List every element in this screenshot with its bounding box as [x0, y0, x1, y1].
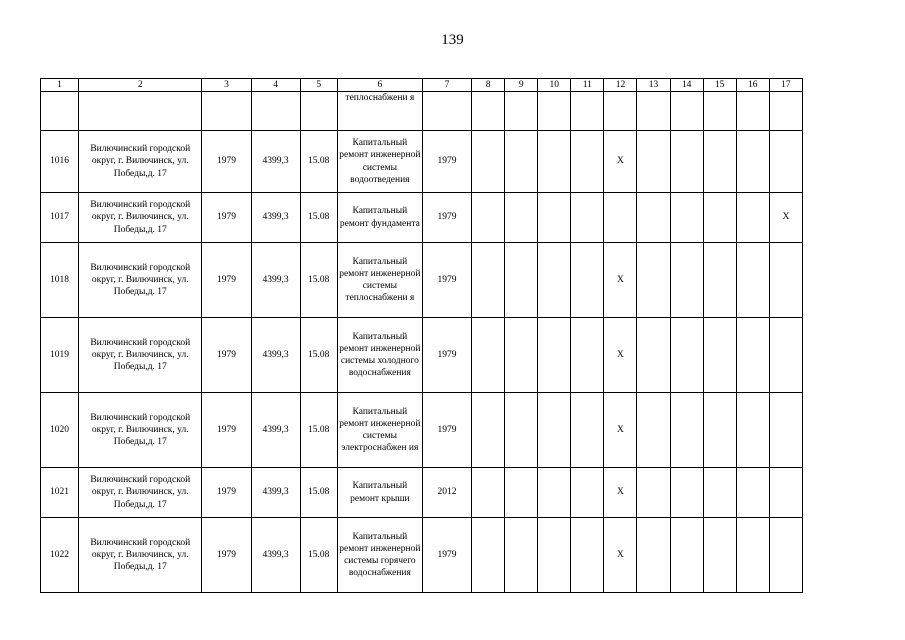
table-row — [41, 131, 803, 193]
table-cell — [538, 393, 571, 468]
table-cell — [472, 92, 505, 131]
table-cell — [703, 131, 736, 193]
table-cell: 1979 — [202, 193, 251, 243]
table-cell — [637, 131, 670, 193]
table-cell: 15.08 — [300, 318, 337, 393]
table-cell: 15.08 — [300, 131, 337, 193]
table-cell — [670, 131, 703, 193]
table-cell: Капитальный ремонт инженерной системы электроснабжен ия — [337, 393, 422, 468]
table-cell — [769, 518, 802, 593]
table-cell: Вилючинский городской округ, г. Вилючинск, ул. Победы,д. 17 — [79, 193, 202, 243]
table-cell — [472, 243, 505, 318]
table-cell — [571, 518, 604, 593]
table-cell — [670, 468, 703, 518]
table-cell — [637, 318, 670, 393]
table-cell — [472, 518, 505, 593]
table-cell: 4399,3 — [251, 393, 300, 468]
table-cell: 15.08 — [300, 193, 337, 243]
table-cell: 1979 — [202, 318, 251, 393]
table-cell — [571, 131, 604, 193]
table-cell — [538, 92, 571, 131]
table-cell — [604, 92, 637, 131]
table-cell — [670, 193, 703, 243]
table-cell — [251, 92, 300, 131]
table-cell — [538, 468, 571, 518]
table-cell: 1979 — [422, 243, 471, 318]
table-cell — [538, 318, 571, 393]
table-cell — [41, 92, 79, 131]
table-cell — [505, 131, 538, 193]
table-cell: X — [604, 131, 637, 193]
table-cell — [571, 92, 604, 131]
column-number: 7 — [422, 79, 471, 92]
table-row — [41, 243, 803, 318]
table-cell — [571, 468, 604, 518]
table-cell: 1979 — [202, 393, 251, 468]
column-number-row — [41, 79, 803, 92]
table-cell: 1979 — [202, 518, 251, 593]
table-cell — [422, 92, 471, 131]
table-cell: Капитальный ремонт инженерной системы горячего водоснабжения — [337, 518, 422, 593]
table-row — [41, 92, 803, 131]
page-number: 139 — [441, 32, 464, 48]
table-cell: 1022 — [41, 518, 79, 593]
table-cell — [703, 393, 736, 468]
table-cell: Вилючинский городской округ, г. Вилючинск, ул. Победы,д. 17 — [79, 393, 202, 468]
table-cell: Вилючинский городской округ, г. Вилючинск, ул. Победы,д. 17 — [79, 243, 202, 318]
table-cell — [79, 92, 202, 131]
table-cell: 4399,3 — [251, 243, 300, 318]
table-cell: X — [604, 393, 637, 468]
column-number: 9 — [505, 79, 538, 92]
table-cell — [538, 131, 571, 193]
table-cell: Капитальный ремонт фундамента — [337, 193, 422, 243]
table-cell — [505, 393, 538, 468]
table-cell: 1017 — [41, 193, 79, 243]
table-cell: 1979 — [202, 131, 251, 193]
table-cell: 1018 — [41, 243, 79, 318]
table-cell: 15.08 — [300, 243, 337, 318]
table-cell: Капитальный ремонт инженерной системы холодного водоснабжения — [337, 318, 422, 393]
column-number: 6 — [337, 79, 422, 92]
table-cell — [571, 243, 604, 318]
table-cell — [736, 131, 769, 193]
table-cell — [736, 92, 769, 131]
table-cell — [736, 393, 769, 468]
table-cell — [670, 92, 703, 131]
column-number: 3 — [202, 79, 251, 92]
document-table — [40, 78, 803, 593]
column-number: 4 — [251, 79, 300, 92]
table-cell: 1979 — [422, 131, 471, 193]
table-cell: 4399,3 — [251, 131, 300, 193]
table-cell: X — [604, 318, 637, 393]
table-cell — [505, 518, 538, 593]
column-number: 10 — [538, 79, 571, 92]
table-cell — [670, 393, 703, 468]
table-row — [41, 193, 803, 243]
table-cell — [736, 318, 769, 393]
table-cell: 1020 — [41, 393, 79, 468]
table-cell: X — [769, 193, 802, 243]
table-cell: 4399,3 — [251, 193, 300, 243]
column-number: 15 — [703, 79, 736, 92]
table-cell — [604, 193, 637, 243]
table-cell — [637, 193, 670, 243]
table-cell: 1979 — [202, 468, 251, 518]
column-number: 2 — [79, 79, 202, 92]
table-cell: 1979 — [422, 193, 471, 243]
table-cell: 1979 — [422, 318, 471, 393]
table-cell — [769, 468, 802, 518]
table-cell — [300, 92, 337, 131]
table-cell: 15.08 — [300, 518, 337, 593]
column-number: 5 — [300, 79, 337, 92]
table-cell: X — [604, 243, 637, 318]
table-cell — [472, 131, 505, 193]
table-cell — [637, 393, 670, 468]
table-cell — [202, 92, 251, 131]
column-number: 17 — [769, 79, 802, 92]
table-cell — [769, 243, 802, 318]
table-cell: 2012 — [422, 468, 471, 518]
table-cell: Вилючинский городской округ, г. Вилючинск, ул. Победы,д. 17 — [79, 318, 202, 393]
table-cell: 1019 — [41, 318, 79, 393]
table-cell — [736, 468, 769, 518]
table-cell — [670, 243, 703, 318]
table-cell — [505, 193, 538, 243]
table-cell: X — [604, 518, 637, 593]
table-cell — [538, 193, 571, 243]
table-row — [41, 318, 803, 393]
table-cell: 15.08 — [300, 468, 337, 518]
table-cell — [538, 243, 571, 318]
table-cell — [637, 468, 670, 518]
table-cell — [736, 193, 769, 243]
table-cell — [736, 518, 769, 593]
column-number: 14 — [670, 79, 703, 92]
table-cell — [703, 468, 736, 518]
table-cell — [538, 518, 571, 593]
table-cell: 1979 — [202, 243, 251, 318]
column-number: 8 — [472, 79, 505, 92]
table-cell — [505, 243, 538, 318]
table-cell: Вилючинский городской округ, г. Вилючинск, ул. Победы,д. 17 — [79, 518, 202, 593]
table-cell — [472, 468, 505, 518]
table-cell — [472, 393, 505, 468]
table-cell — [736, 243, 769, 318]
table-cell: 1979 — [422, 393, 471, 468]
table-cell — [769, 318, 802, 393]
column-number: 11 — [571, 79, 604, 92]
table-cell — [637, 92, 670, 131]
table-cell — [670, 518, 703, 593]
table-body — [41, 79, 803, 593]
table-cell — [571, 193, 604, 243]
table-cell: 15.08 — [300, 393, 337, 468]
table-cell — [571, 318, 604, 393]
table-cell — [472, 318, 505, 393]
table-cell: 1016 — [41, 131, 79, 193]
table-cell — [670, 318, 703, 393]
table-cell — [703, 518, 736, 593]
table-cell: 1021 — [41, 468, 79, 518]
table-cell — [637, 518, 670, 593]
table-cell — [703, 193, 736, 243]
table-cell — [769, 131, 802, 193]
table-cell — [769, 92, 802, 131]
table-cell — [505, 468, 538, 518]
table-cell — [703, 318, 736, 393]
table-cell: Капитальный ремонт инженерной системы водоотведения — [337, 131, 422, 193]
table-row — [41, 468, 803, 518]
table-cell — [703, 243, 736, 318]
table-row — [41, 393, 803, 468]
table-cell: 1979 — [422, 518, 471, 593]
table-cell: X — [604, 468, 637, 518]
column-number: 16 — [736, 79, 769, 92]
table-row — [41, 518, 803, 593]
table-cell: 4399,3 — [251, 318, 300, 393]
column-number: 12 — [604, 79, 637, 92]
table-cell: Капитальный ремонт крыши — [337, 468, 422, 518]
table-cell: 4399,3 — [251, 468, 300, 518]
table-cell: теплоснабжени я — [337, 92, 422, 131]
column-number: 13 — [637, 79, 670, 92]
table-cell: 4399,3 — [251, 518, 300, 593]
table-cell — [505, 92, 538, 131]
table-cell — [637, 243, 670, 318]
table-cell: Вилючинский городской округ, г. Вилючинск, ул. Победы,д. 17 — [79, 131, 202, 193]
table-cell — [505, 318, 538, 393]
table-cell — [472, 193, 505, 243]
table-cell: Капитальный ремонт инженерной системы теплоснабжени я — [337, 243, 422, 318]
table-cell — [703, 92, 736, 131]
table-cell — [769, 393, 802, 468]
table-cell — [571, 393, 604, 468]
table-cell: Вилючинский городской округ, г. Вилючинск, ул. Победы,д. 17 — [79, 468, 202, 518]
column-number: 1 — [41, 79, 79, 92]
